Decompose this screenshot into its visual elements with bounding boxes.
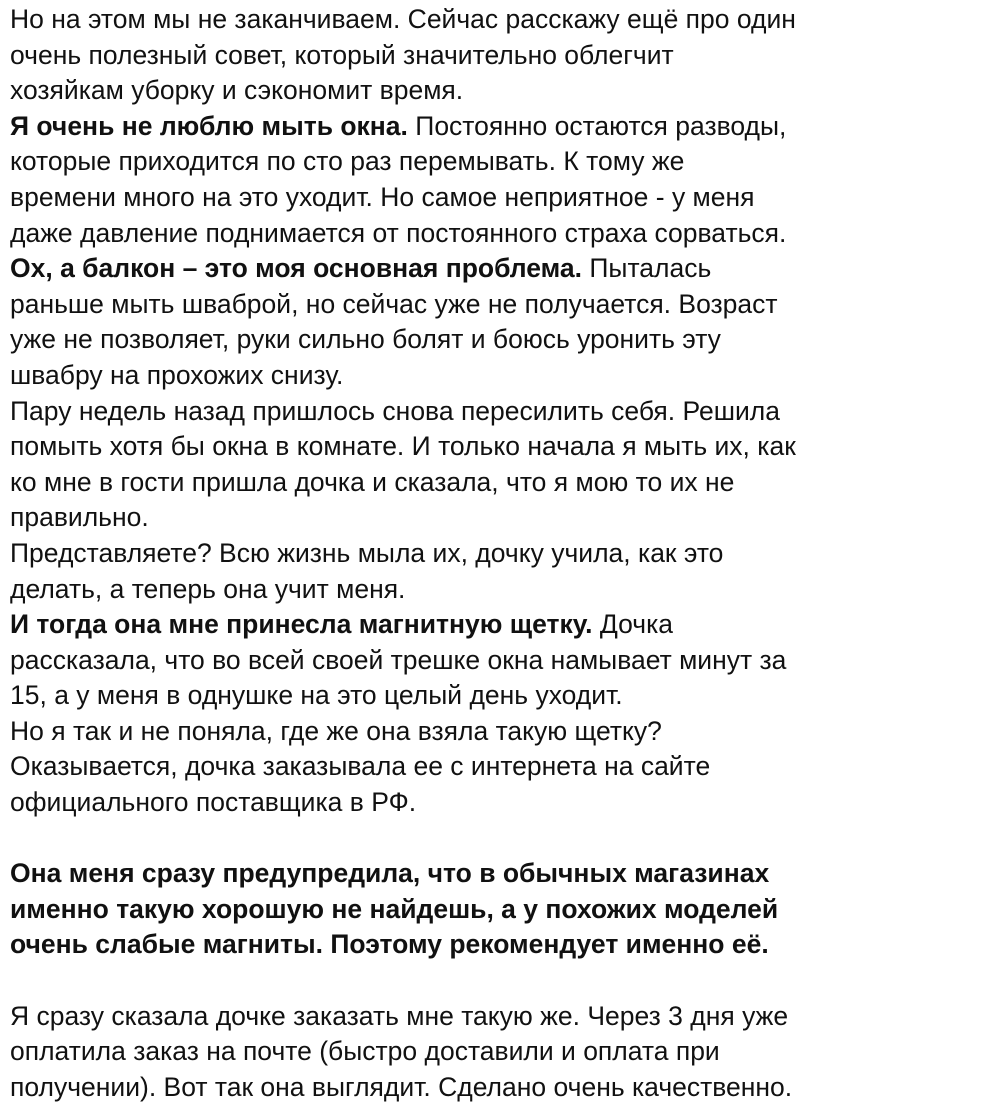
- text-line: [10, 714, 985, 750]
- line-text: уже не позволяет, руки сильно болят и боюсь уронить эту: [10, 324, 721, 355]
- paragraph: [10, 109, 985, 251]
- line-text: рассказала, что во всей своей трешке окна намывает минут за: [10, 644, 787, 675]
- line-text: Но я так и не поняла, где же она взяла такую щетку?: [10, 715, 662, 746]
- line-text: Представляете? Всю жизнь мыла их, дочку учила, как это: [10, 537, 724, 568]
- text-line: [10, 1070, 985, 1106]
- blank-line: [10, 821, 985, 857]
- blank-line: [10, 963, 985, 999]
- text-line: [10, 180, 985, 216]
- paragraph: [10, 394, 985, 536]
- paragraph: [10, 714, 985, 821]
- line-text: очень полезный совет, который значительно облегчит: [10, 39, 674, 70]
- bold-lead: именно такую хорошую не найдешь, а у похожих моделей: [10, 893, 779, 924]
- text-line: [10, 429, 985, 465]
- text-line: [10, 322, 985, 358]
- line-text: ко мне в гости пришла дочка и сказала, что я мою то их не: [10, 466, 735, 497]
- line-text: Постоянно остаются разводы,: [407, 110, 787, 141]
- bold-lead: И тогда она мне принесла магнитную щетку.: [10, 609, 593, 640]
- bold-lead: Я очень не люблю мыть окна.: [10, 110, 408, 141]
- line-text: оплатила заказ на почте (быстро доставили и оплата при: [10, 1036, 720, 1067]
- line-text: Но на этом мы не заканчиваем. Сейчас расскажу ещё про один: [10, 4, 796, 34]
- paragraph: [10, 999, 985, 1106]
- line-text: Пыталась: [582, 253, 712, 284]
- text-line: [10, 999, 985, 1035]
- article-body: [10, 2, 985, 1105]
- paragraph: [10, 536, 985, 607]
- text-line: [10, 749, 985, 785]
- bold-lead: Она меня сразу предупредила, что в обычных магазинах: [10, 858, 770, 889]
- line-text: 15, а у меня в однушке на это целый день уходит.: [10, 680, 623, 711]
- line-text: официального поставщика в РФ.: [10, 787, 417, 818]
- text-line: [10, 2, 985, 38]
- line-text: делать, а теперь она учит меня.: [10, 573, 406, 604]
- text-line: [10, 465, 985, 501]
- text-line: [10, 109, 985, 145]
- text-line: [10, 892, 985, 928]
- text-line: [10, 394, 985, 430]
- line-text: Оказывается, дочка заказывала ее с интернета на сайте: [10, 751, 711, 782]
- text-line: [10, 216, 985, 252]
- bold-lead: Ох, а балкон – это моя основная проблема.: [10, 253, 583, 284]
- text-line: [10, 572, 985, 608]
- bold-lead: очень слабые магниты. Поэтому рекомендует именно её.: [10, 929, 769, 960]
- line-text: которые приходится по сто раз перемывать. К тому же: [10, 146, 685, 177]
- text-line: [10, 536, 985, 572]
- paragraph: [10, 856, 985, 963]
- line-text: Пару недель назад пришлось снова пересилить себя. Решила: [10, 395, 781, 426]
- line-text: даже давление поднимается от постоянного страха сорваться.: [10, 217, 787, 248]
- text-line: [10, 287, 985, 323]
- line-text: хозяйкам уборку и сэкономит время.: [10, 75, 464, 106]
- text-line: [10, 73, 985, 109]
- line-text: помыть хотя бы окна в комнате. И только начала я мыть их, как: [10, 431, 796, 462]
- text-line: [10, 251, 985, 287]
- text-line: [10, 1034, 985, 1070]
- line-text: времени много на это уходит. Но самое неприятное - у меня: [10, 181, 755, 212]
- text-line: [10, 678, 985, 714]
- text-line: [10, 38, 985, 74]
- text-line: [10, 927, 985, 963]
- line-text: Я сразу сказала дочке заказать мне такую же. Через 3 дня уже: [10, 1000, 789, 1031]
- text-line: [10, 607, 985, 643]
- text-line: [10, 643, 985, 679]
- line-text: швабру на прохожих снизу.: [10, 359, 344, 390]
- line-text: раньше мыть шваброй, но сейчас уже не получается. Возраст: [10, 288, 778, 319]
- text-line: [10, 785, 985, 821]
- text-line: [10, 856, 985, 892]
- text-line: [10, 144, 985, 180]
- text-line: [10, 358, 985, 394]
- paragraph: [10, 2, 985, 109]
- paragraph: [10, 251, 985, 393]
- line-text: получении). Вот так она выглядит. Сделано очень качественно.: [10, 1071, 793, 1102]
- text-line: [10, 500, 985, 536]
- line-text: правильно.: [10, 502, 149, 533]
- line-text: Дочка: [592, 609, 674, 640]
- paragraph: [10, 607, 985, 714]
